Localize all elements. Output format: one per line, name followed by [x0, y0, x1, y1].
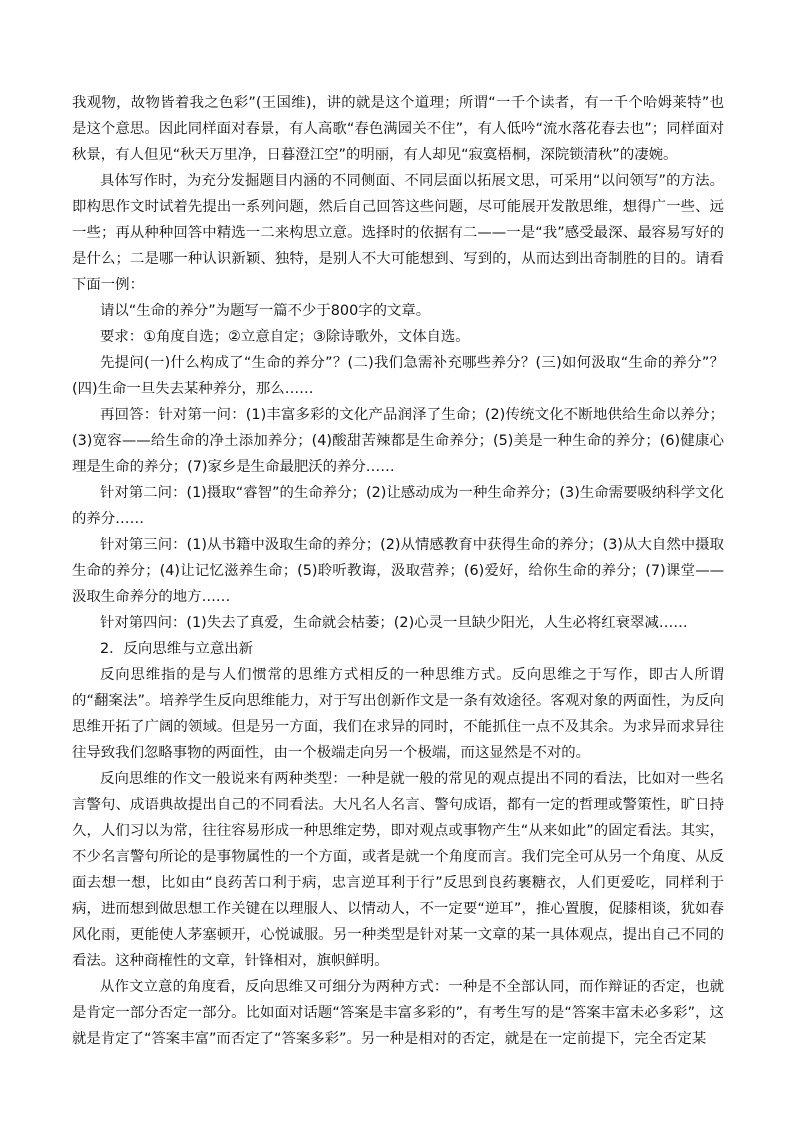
document-page: [72, 90, 724, 1052]
paragraph: 具体写作时，为充分发掘题目内涵的不同侧面、不同层面以拓展文思，可采用“以问领写”的方法。即构思作文时试着先提出一系列问题，然后自己回答这些问题，尽可能展开发散思维，想得广一些、远一些；再从种种回答中精选一二来构思立意。选择时的依据有二——一是“我”感受最深、最容易写好的是什么；二是哪一种认识新颖、独特，是别人不大可能想到、写到的，从而达到出奇制胜的目的。请看下面一例：: [72, 173, 724, 293]
paragraph: 再回答：针对第一问：(1)丰富多彩的文化产品润泽了生命；(2)传统文化不断地供给生命以养分；(3)宽容——给生命的净土添加养分；(4)酸甜苦辣都是生命养分；(5)美是一种生命的养分；(6)健康心理是生命的养分；(7)家乡是生命最肥沃的养分……: [72, 407, 724, 475]
paragraph: 我观物，故物皆着我之色彩”(王国维)，讲的就是这个道理；所谓“一千个读者，有一千个哈姆莱特”也是这个意思。因此同样面对春景，有人高歌“春色满园关不住”，有人低吟“流水落花春去也”；同样面对秋景，有人但见“秋天万里净，日暮澄江空”的明丽，有人却见“寂寞梧桐，深院锁清秋”的凄婉。: [72, 95, 724, 163]
paragraph: 请以“生命的养分”为题写一篇不少于800字的文章。: [100, 303, 431, 319]
paragraph: 反向思维指的是与人们惯常的思维方式相反的一种思维方式。反向思维之于写作，即古人所谓的“翻案法”。培养学生反向思维能力，对于写出创新作文是一条有效途径。客观对象的两面性，为反向思维开拓了广阔的领域。但是另一方面，我们在求异的同时，不能抓住一点不及其余。为求异而求异往往导致我们忽略事物的两面性，由一个极端走向另一个极端，而这显然是不对的。: [72, 667, 724, 761]
paragraph: 针对第二问：(1)摄取“睿智”的生命养分；(2)让感动成为一种生命养分；(3)生命需要吸纳科学文化的养分……: [72, 485, 724, 527]
paragraph: 要求：①角度自选；②立意自定；③除诗歌外，文体自选。: [100, 329, 470, 345]
paragraph: 针对第四问：(1)失去了真爱，生命就会枯萎；(2)心灵一旦缺少阳光，人生必将红衰翠减……: [100, 615, 688, 631]
section-heading: 2．反向思维与立意出新: [100, 641, 254, 657]
paragraph: 反向思维的作文一般说来有两种类型：一种是就一般的常见的观点提出不同的看法，比如对一些名言警句、成语典故提出自己的不同看法。大凡名人名言、警句成语，都有一定的哲理或警策性，旷日持久，人们习以为常，往往容易形成一种思维定势，即对观点或事物产生“从来如此”的固定看法。其实，不少名言警句所论的是事物属性的一个方面，或者是就一个角度而言。我们完全可从另一个角度、从反面去想一想，比如由“良药苦口利于病，忠言逆耳利于行”反思到良药裹糖衣，人们更爱吃，同样利于病，进而想到做思想工作关键在以理服人、以情动人，不一定要“逆耳”，推心置腹，促膝相谈，犹如春风化雨，更能使人茅塞顿开，心悦诚服。另一种类型是针对某一文章的某一具体观点，提出自己不同的看法。这种商榷性的文章，针锋相对，旗帜鲜明。: [72, 771, 724, 969]
paragraph: 从作文立意的角度看，反向思维又可细分为两种方式：一种是不全部认同，而作辩证的否定，也就是肯定一部分否定一部分。比如面对话题“答案是丰富多彩的”，有考生写的是“答案丰富未必多彩”，这就是肯定了“答案丰富”而否定了“答案多彩”。另一种是相对的否定，就是在一定前提下，完全否定某: [72, 979, 724, 1047]
paragraph: 先提问(一)什么构成了“生命的养分”？(二)我们急需补充哪些养分？(三)如何汲取“生命的养分”？(四)生命一旦失去某种养分，那么……: [72, 355, 724, 397]
paragraph: 针对第三问：(1)从书籍中汲取生命的养分；(2)从情感教育中获得生命的养分；(3)从大自然中摄取生命的养分；(4)让记忆滋养生命；(5)聆听教诲，汲取营养；(6)爱好，给你生命的养分；(7)课堂——汲取生命养分的地方……: [72, 537, 724, 605]
